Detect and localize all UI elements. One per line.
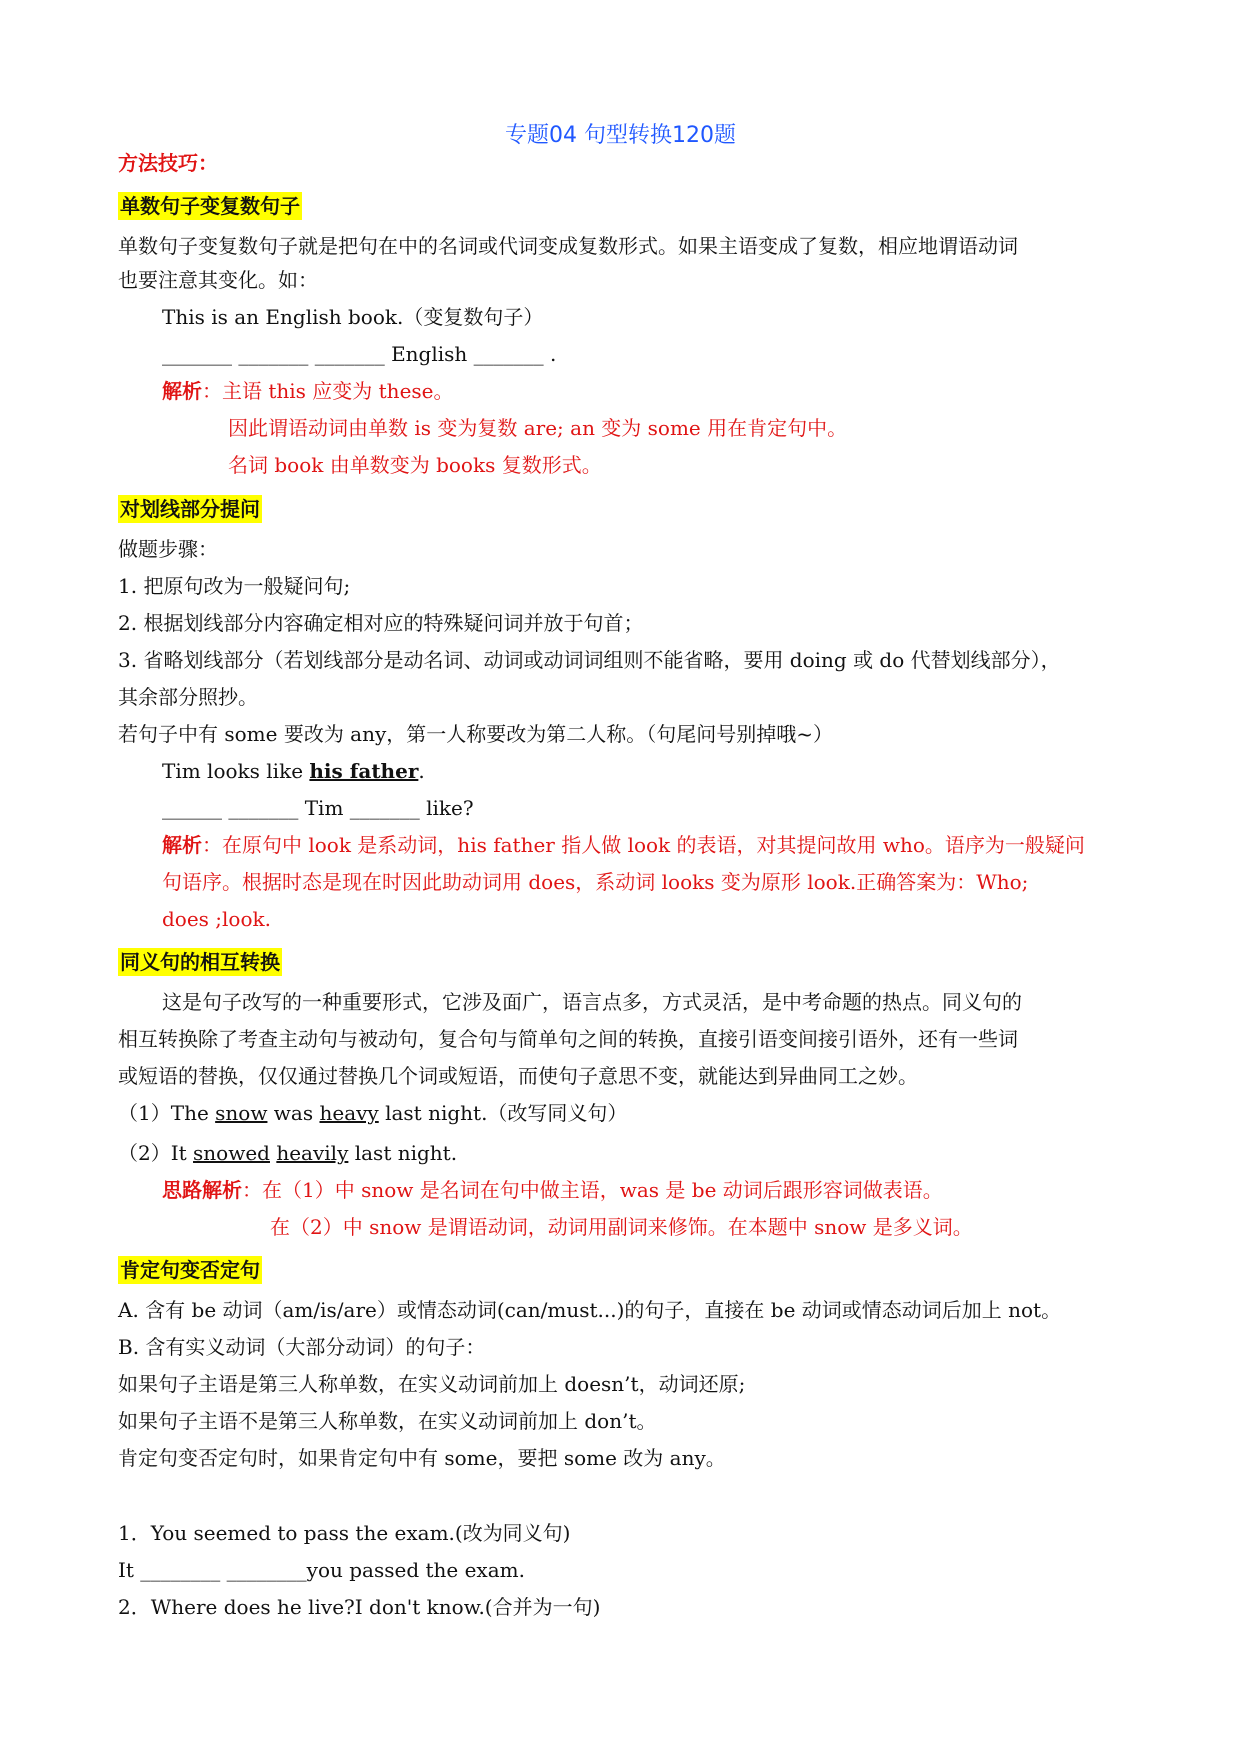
step: 1. 把原句改为一般疑问句;: [118, 574, 351, 598]
text-span: last night.: [348, 1141, 458, 1165]
example-blanks: _______ _______ _______ English _______ .: [162, 342, 557, 366]
section-heading-negative: 肯定句变否定句: [120, 1258, 260, 1282]
question-item: 2．Where does he live?I don't know.(合并为一句): [118, 1595, 601, 1619]
paragraph: 这是句子改写的一种重要形式，它涉及面广，语言点多，方式灵活，是中考命题的热点。同义句的: [162, 990, 1022, 1014]
analysis-text: does ;look.: [162, 907, 271, 931]
analysis-text: ：在（1）中 snow 是名词在句中做主语，was 是 be 动词后跟形容词做表语。: [242, 1178, 943, 1202]
step: 2. 根据划线部分内容确定相对应的特殊疑问词并放于句首；: [118, 611, 644, 635]
example-sentence: This is an English book.（变复数句子）: [162, 305, 544, 329]
step: 3. 省略划线部分（若划线部分是动名词、动词或动词词组则不能省略，要用 doing 或 do 代替划线部分），: [118, 648, 1061, 672]
analysis-label: 思路解析: [162, 1178, 242, 1202]
text-span: .: [418, 759, 425, 783]
example-sentence: [118, 1098, 627, 1128]
example-sentence: [118, 1138, 457, 1168]
rule-line: A. 含有 be 动词（am/is/are）或情态动词(can/must...)的句子，直接在 be 动词或情态动词后加上 not。: [118, 1298, 1062, 1322]
text-span: last night.（改写同义句）: [378, 1101, 628, 1125]
rule-line: 如果句子主语不是第三人称单数，在实义动词前加上 don’t。: [118, 1409, 657, 1433]
step: 其余部分照抄。: [118, 685, 258, 709]
analysis-text: 句语序。根据时态是现在时因此助动词用 does，系动词 looks 变为原形 look.正确答案为：Who;: [162, 870, 1029, 894]
section-heading-question: 对划线部分提问: [120, 497, 260, 521]
analysis-text: 名词 book 由单数变为 books 复数形式。: [228, 453, 602, 477]
text-span: （2）It: [118, 1141, 194, 1165]
rule-line: 肯定句变否定句时，如果肯定句中有 some，要把 some 改为 any。: [118, 1446, 726, 1470]
question-item: 1．You seemed to pass the exam.(改为同义句): [118, 1521, 571, 1545]
text-span: Tim looks like: [162, 759, 310, 783]
analysis-text: 在（2）中 snow 是谓语动词，动词用副词来修饰。在本题中 snow 是多义词。: [270, 1215, 973, 1239]
example-blanks: ______ _______ Tim _______ like?: [162, 796, 474, 820]
steps-label: 做题步骤：: [118, 537, 218, 561]
underlined-text: his father: [309, 759, 419, 783]
example-sentence: [162, 756, 425, 786]
analysis-label: 解析: [162, 833, 202, 857]
analysis-line: [162, 1175, 943, 1205]
paragraph: 相互转换除了考查主动句与被动句，复合句与简单句之间的转换，直接引语变间接引语外，还有一些词: [118, 1027, 1018, 1051]
analysis-text: ：在原句中 look 是系动词，his father 指人做 look 的表语，对其提问故用 who。语序为一般疑问: [202, 833, 1085, 857]
page-title: 专题04 句型转换120题: [505, 123, 736, 148]
section-heading-plural: 单数句子变复数句子: [120, 194, 300, 218]
paragraph: 或短语的替换，仅仅通过替换几个词或短语，而使句子意思不变，就能达到异曲同工之妙。: [118, 1064, 918, 1088]
analysis-label: 解析: [162, 379, 202, 403]
analysis-line: [162, 830, 1085, 860]
analysis-line: [162, 376, 454, 406]
method-label: 方法技巧：: [118, 151, 218, 175]
underlined-text: snowed: [193, 1141, 270, 1165]
underlined-text: heavily: [276, 1141, 349, 1165]
analysis-text: 因此谓语动词由单数 is 变为复数 are; an 变为 some 用在肯定句中。: [228, 416, 848, 440]
rule-line: 如果句子主语是第三人称单数，在实义动词前加上 doesn’t，动词还原;: [118, 1372, 746, 1396]
text-span: （1）The: [118, 1101, 216, 1125]
text-span: was: [267, 1101, 320, 1125]
paragraph: 单数句子变复数句子就是把句在中的名词或代词变成复数形式。如果主语变成了复数，相应地谓语动词: [118, 234, 1018, 258]
question-blank-line: It ________ ________you passed the exam.: [118, 1558, 525, 1582]
underlined-text: snow: [215, 1101, 268, 1125]
analysis-text: ：主语 this 应变为 these。: [202, 379, 454, 403]
note: 若句子中有 some 要改为 any，第一人称要改为第二人称。（句尾问号别掉哦~）: [118, 722, 834, 746]
underlined-text: heavy: [319, 1101, 379, 1125]
section-heading-synonym: 同义句的相互转换: [120, 950, 280, 974]
paragraph: 也要注意其变化。如：: [118, 268, 318, 292]
rule-line: B. 含有实义动词（大部分动词）的句子：: [118, 1335, 486, 1359]
